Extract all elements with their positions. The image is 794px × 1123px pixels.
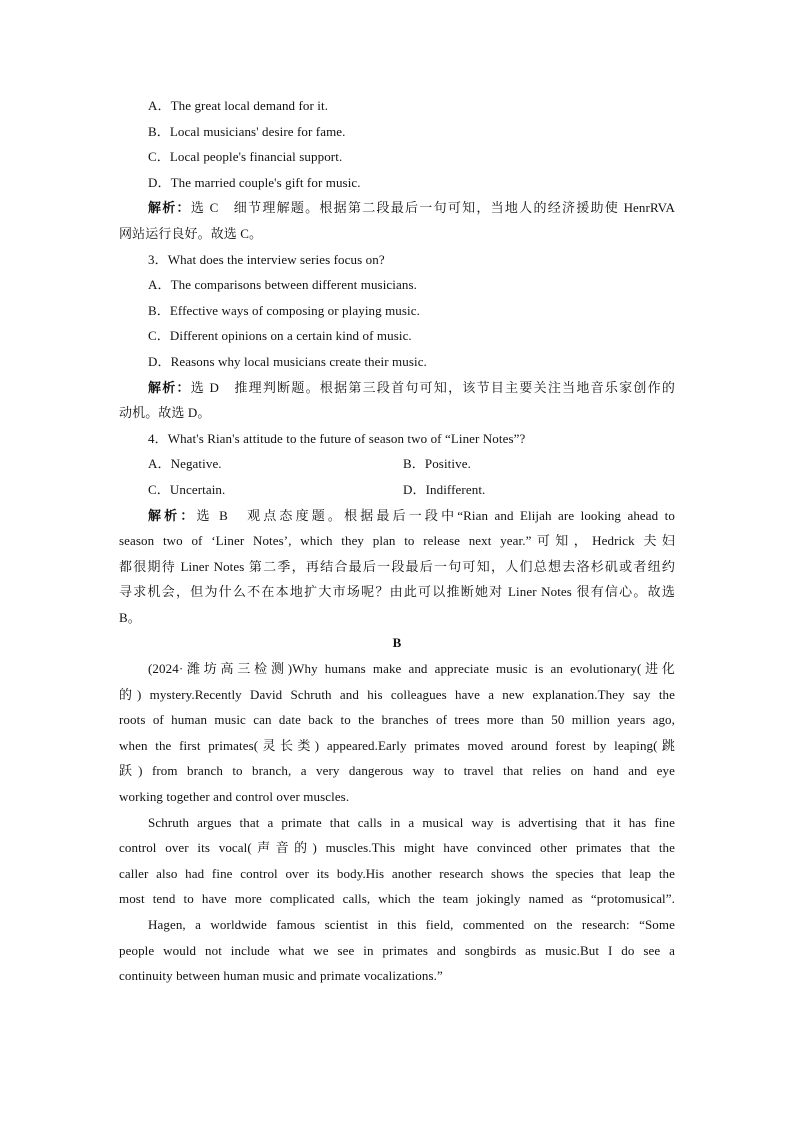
section-heading: B [392,635,402,651]
q4-question: 4．What's Rian's attitude to the future of season two of “Liner Notes”? [148,430,526,446]
passage-line: continuity between human music and primate vocalizations.” [119,968,443,984]
passage-line: working together and control over muscles. [119,789,350,805]
q2-option-d: D．The married couple's gift for music. [148,174,361,190]
q3-option-d: D．Reasons why local musicians create their music. [148,353,427,369]
q3-analysis-line-1 [119,375,675,401]
q4-option-c: C．Uncertain. [148,481,226,497]
q4-analysis-line-1 [119,503,675,529]
q4-analysis-line-5: B。 [119,609,141,625]
q2-option-a: A．The great local demand for it. [148,98,329,113]
passage-line: Schruth argues that a primate that calls in a musical way is advertising that it has fine [148,814,675,830]
passage-line: most tend to have more complicated calls, which the team jokingly named as “protomusical”. [119,891,675,907]
passage-paragraph-3 [119,912,675,989]
passage-line: Hagen, a worldwide famous scientist in this field, commented on the research: “Some [148,917,675,932]
q3-option-c: C．Different opinions on a certain kind of music. [148,328,412,344]
passage-line: 的) mystery.Recently David Schruth and his colleagues have a new explanation.They say the [119,686,675,702]
passage-line: roots of human music can date back to the branches of trees more than 50 million years ago, [119,712,675,728]
passage-line: control over its vocal(声音的) muscles.This might have convinced other primates that the [119,840,675,856]
q2-option-b: B．Local musicians' desire for fame. [148,123,346,139]
analysis-label: 解析： [148,379,191,395]
q2-analysis-line-1 [119,195,675,221]
q4-option-b: B．Positive. [403,456,471,472]
q2-analysis-line-2: 网站运行良好。故选 C。 [119,225,263,241]
q4-analysis-line-3: 都很期待 Liner Notes 第二季，再结合最后一段最后一句可知，人们总想去洛杉矶或者纽约 [119,558,675,574]
passage-paragraph-2 [119,810,675,912]
q3-option-a: A．The comparisons between different musicians. [148,277,417,293]
q4-options-row-2 [119,477,675,503]
q2-option-c: C．Local people's financial support. [148,149,343,165]
q4-option-d: D．Indifferent. [403,481,486,497]
q4-options-row-1 [119,451,675,477]
passage-line: people would not include what we see in primates and songbirds as music.But I do see a [119,942,675,958]
analysis-label: 解析： [148,200,191,216]
analysis-label: 解析： [148,507,197,523]
passage-line: caller also had fine control over its body.His another research shows the species that leap the [119,865,675,881]
q4-analysis-line-4: 寻求机会，但为什么不在本地扩大市场呢？由此可以推断她对 Liner Notes 很有信心。故选 [119,584,675,600]
passage-line: 跃) from branch to branch, a very dangerous way to travel that relies on hand and eye [119,763,675,779]
passage-line: when the first primates(灵长类) appeared.Early primates moved around forest by leaping(跳 [119,737,675,753]
q3-analysis-text-1: 选 D 推理判断题。根据第三段首句可知，该节目主要关注当地音乐家创作的 [190,379,675,395]
passage-line: (2024·潍坊高三检测)Why humans make and appreciate music is an evolutionary(进化 [148,661,675,677]
q3-question: 3．What does the interview series focus on? [148,251,385,267]
q4-option-a: A．Negative. [148,456,222,472]
q4-analysis-text-1: 选 B 观点态度题。根据最后一段中“Rian and Elijah are looking ahead to [196,507,675,523]
page-content [119,93,675,989]
q3-analysis-line-2: 动机。故选 D。 [119,405,211,421]
passage-paragraph-1 [119,656,675,810]
q3-option-b: B．Effective ways of composing or playing music. [148,302,420,318]
q4-analysis-line-2: season two of ‘Liner Notes’, which they plan to release next year.”可知，Hedrick 夫妇 [119,533,675,549]
q2-analysis-text-1: 选 C 细节理解题。根据第二段最后一句可知，当地人的经济援助使 HenrRVA [190,200,675,216]
